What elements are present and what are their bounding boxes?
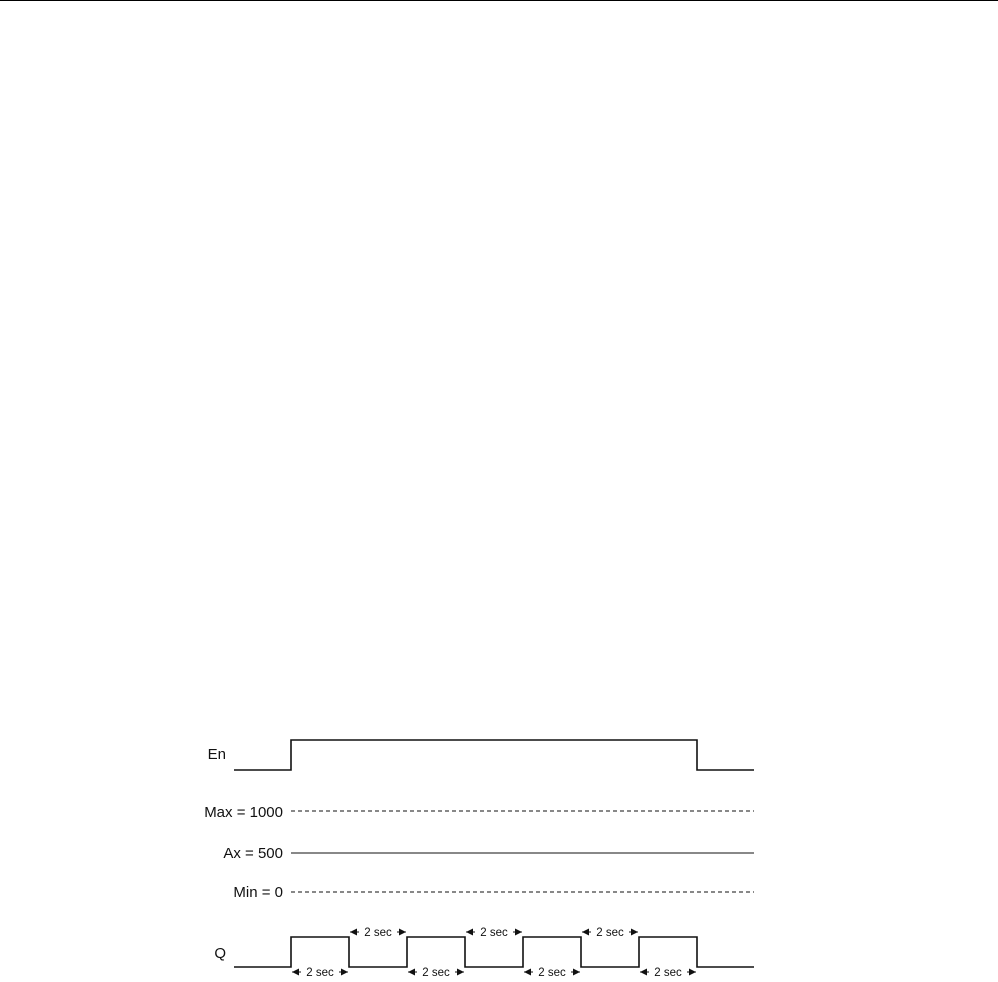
duration-annotations (292, 927, 696, 979)
duration-label: 2 sec (306, 967, 334, 979)
duration-annotation (524, 967, 580, 979)
duration-label: 2 sec (654, 967, 682, 979)
duration-annotation (582, 927, 638, 939)
en-label: En (207, 746, 226, 763)
duration-label: 2 sec (422, 967, 450, 979)
duration-label: 2 sec (364, 927, 392, 939)
ax-label: Ax = 500 (223, 845, 283, 862)
duration-annotation (640, 967, 696, 979)
duration-annotation (350, 927, 406, 939)
max-label: Max = 1000 (204, 804, 283, 821)
duration-annotation (466, 927, 522, 939)
min-label: Min = 0 (233, 884, 283, 901)
en-waveform (234, 740, 754, 770)
q-waveform (234, 937, 754, 967)
duration-label: 2 sec (596, 927, 624, 939)
duration-label: 2 sec (538, 967, 566, 979)
duration-annotation (292, 967, 348, 979)
duration-annotation (408, 967, 464, 979)
duration-label: 2 sec (480, 927, 508, 939)
q-label: Q (214, 945, 226, 962)
